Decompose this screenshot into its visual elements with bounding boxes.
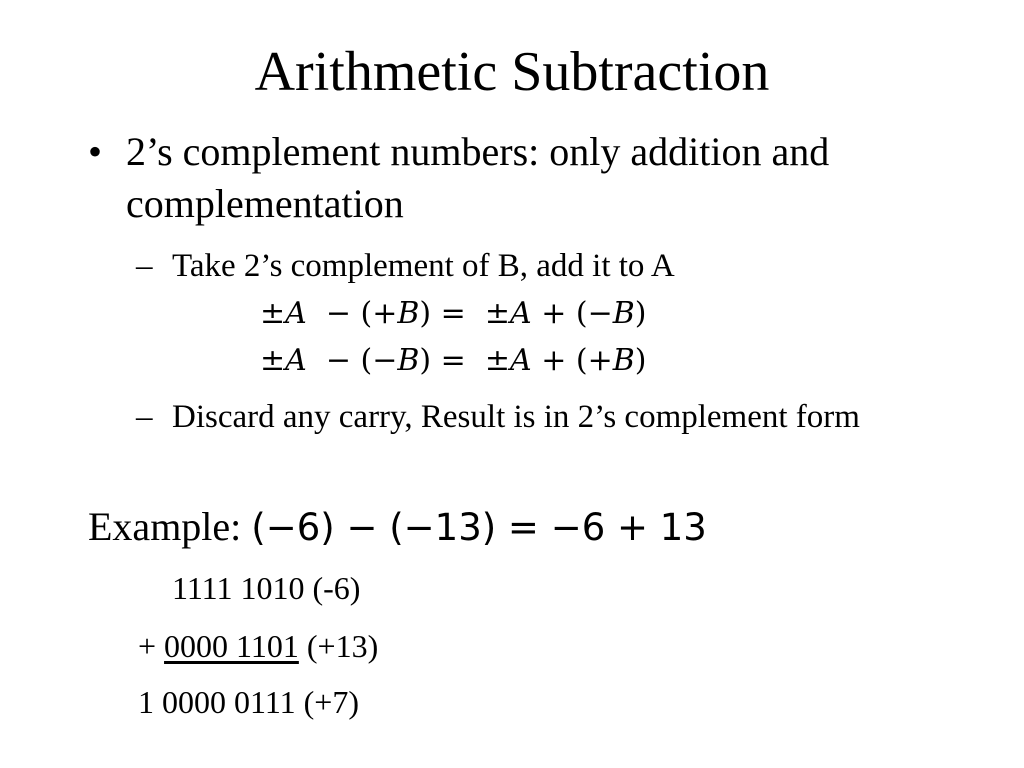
- example-label: Example:: [88, 504, 252, 549]
- calc-plus-sign: +: [138, 628, 165, 664]
- sub-bullet-text: Discard any carry, Result is in 2’s complement form: [172, 399, 860, 435]
- example-line: [88, 500, 707, 555]
- calc-line-minuend: 1111 1010 (-6): [172, 570, 361, 606]
- slide-title: Arithmetic Subtraction: [254, 41, 770, 103]
- sub-bullet-marker: –: [136, 248, 153, 284]
- sub-bullet-item: [136, 394, 926, 440]
- bullet-text: 2’s complement numbers: only addition and complementation: [126, 129, 830, 226]
- calc-line-result: 1 0000 0111 (+7): [138, 684, 359, 720]
- bullet-item: [88, 126, 948, 230]
- bullet-marker: •: [88, 129, 103, 174]
- sub-bullet-item: [136, 243, 926, 289]
- equation: ±𝐴 − (−𝐵) = ±𝐴 + (+𝐵): [260, 343, 647, 378]
- equation: ±𝐴 − (+𝐵) = ±𝐴 + (−𝐵): [260, 296, 647, 331]
- calc-operand: 0000 1101: [164, 628, 299, 664]
- calc-operand-value: (+13): [298, 628, 379, 664]
- sub-bullet-text: Take 2’s complement of B, add it to A: [172, 248, 675, 284]
- example-expression: (−6) − (−13) = −6 + 13: [251, 506, 707, 549]
- sub-bullet-marker: –: [136, 399, 153, 435]
- calc-line-addend: [138, 624, 378, 668]
